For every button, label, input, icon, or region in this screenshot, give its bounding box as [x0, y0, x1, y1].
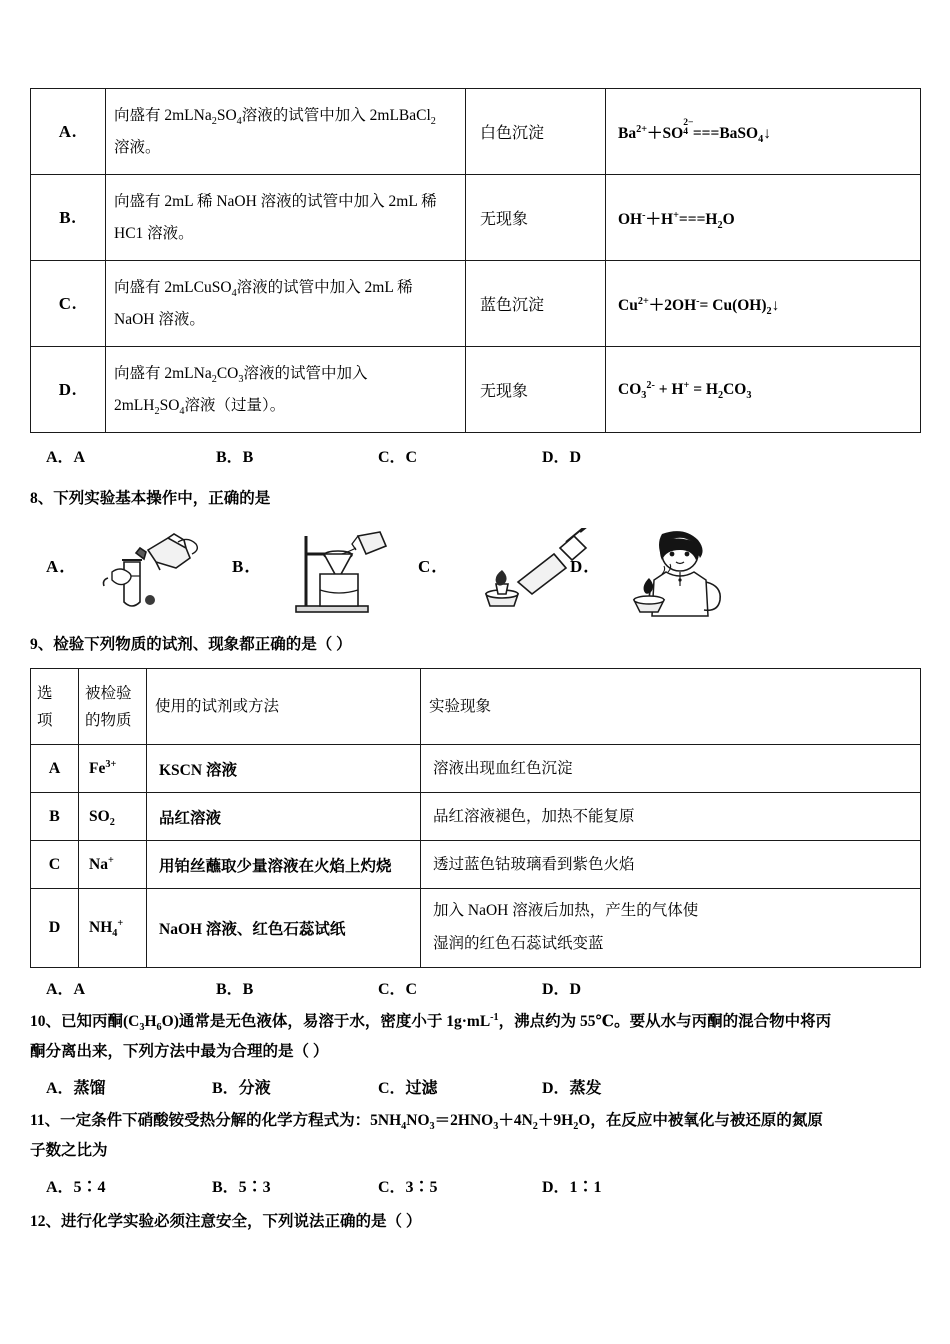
- row-operation: [106, 89, 466, 175]
- question-11-line-1: 11、一定条件下硝酸铵受热分解的化学方程式为：$5NH_4NO_3=2HNO_3+4N_2+9H_2O$，在反应中被氧化与被还原的氮原: [30, 1111, 823, 1133]
- row-operation: [106, 261, 466, 347]
- table-row: [31, 89, 921, 175]
- question-10-stem: [30, 1007, 920, 1067]
- operation-line-2: 溶液。: [114, 138, 161, 156]
- question-10-line-1: 10、已知丙酮$(C_3H_6O)$通常是无色液体，易溶于水，密度小于 $1g\cdot mL^{-1}$，沸点约为 55℃。要从水与丙酮的混合物中将丙: [30, 1011, 832, 1033]
- answer-option-d[interactable]: D．蒸发: [542, 1079, 602, 1097]
- question-11-line-2: 子数之比为: [30, 1142, 108, 1160]
- header-substance: [79, 669, 147, 745]
- answer-option-c[interactable]: C．3∶5: [378, 1179, 438, 1197]
- question-10-line-2: 酮分离出来，下列方法中最为合理的是（ ）: [30, 1042, 329, 1060]
- question-12-text: 、进行化学实验必须注意安全，下列说法正确的是（ ）: [45, 1213, 422, 1231]
- header-option: [31, 669, 79, 745]
- header-substance-line-2: 的物质: [85, 711, 132, 729]
- question-8-option-a[interactable]: [46, 528, 226, 620]
- observation-line-2: 湿润的红色石蕊试纸变蓝: [433, 934, 604, 952]
- row-substance: $Fe^{3+}$: [79, 745, 147, 793]
- answer-options-q7: [30, 444, 920, 466]
- row-reagent: 用铂丝蘸取少量溶液在火焰上灼烧: [147, 841, 421, 889]
- observation-line-1: 加入 NaOH 溶液后加热，产生的气体使: [433, 902, 699, 920]
- row-equation: $Cu^{2+}+2OH^-=$ $Cu(OH)_2↓$: [606, 261, 921, 347]
- answer-option-d[interactable]: D．D: [542, 449, 582, 466]
- row-substance: $SO_2$: [79, 793, 147, 841]
- question-12-stem: [30, 1207, 920, 1237]
- question-8-number: 8: [30, 490, 38, 507]
- operation-line-1: 向盛有 $2mLNa_2CO_3$溶液的试管中加入: [114, 364, 368, 385]
- answer-option-a[interactable]: A．A: [46, 980, 86, 998]
- page-content: [30, 88, 920, 1238]
- row-observation: [421, 889, 921, 967]
- table-row: [31, 175, 921, 261]
- question-12-number: 12: [30, 1213, 46, 1231]
- header-option-line-2: 项: [37, 711, 53, 729]
- row-substance: Na+: [79, 841, 147, 889]
- option-b-label: B．: [232, 557, 263, 577]
- option-a-label: A．: [46, 557, 78, 577]
- row-phenomenon: 无现象: [466, 347, 606, 433]
- question-8-stem: [30, 484, 920, 514]
- answer-options-q10: [30, 1075, 920, 1097]
- header-reagent: 使用的试剂或方法: [147, 669, 421, 745]
- answer-option-c[interactable]: C．C: [378, 980, 418, 998]
- table-row: [31, 261, 921, 347]
- row-code: B: [31, 793, 79, 841]
- question-8-option-b[interactable]: [232, 528, 412, 620]
- test-tube-pouring-icon: [90, 528, 210, 623]
- row-observation: 品红溶液褪色，加热不能复原: [421, 793, 921, 841]
- question-8-options: [30, 528, 920, 620]
- answer-option-a[interactable]: A．A: [46, 449, 86, 466]
- answer-option-a[interactable]: A．蒸馏: [46, 1079, 106, 1097]
- table-row: [31, 841, 921, 889]
- row-observation: 溶液出现血红色沉淀: [421, 745, 921, 793]
- row-reagent: NaOH 溶液、红色石蕊试纸: [147, 889, 421, 967]
- row-phenomenon: 白色沉淀: [466, 89, 606, 175]
- answer-option-b[interactable]: B．B: [216, 980, 254, 998]
- question-8-text: 、下列实验基本操作中，正确的是: [37, 490, 271, 507]
- student-smelling-icon: [614, 528, 744, 625]
- option-d-label: D．: [570, 557, 602, 577]
- answer-option-d[interactable]: D．D: [542, 980, 582, 998]
- row-reagent: KSCN 溶液: [147, 745, 421, 793]
- operation-line-2: HC1 溶液。: [114, 224, 194, 242]
- row-option-label: D.: [31, 347, 106, 433]
- answer-option-b[interactable]: B．分液: [212, 1079, 271, 1097]
- operation-line-1: 向盛有 $2mLNa_2SO_4$溶液的试管中加入 2mLBaCl$_2$: [114, 106, 436, 127]
- question-11-stem: [30, 1106, 920, 1166]
- reactions-table: [30, 88, 921, 433]
- header-observation: 实验现象: [421, 669, 921, 745]
- answer-option-d[interactable]: D．1∶1: [542, 1179, 602, 1197]
- row-code: A: [31, 745, 79, 793]
- question-9-stem: [30, 630, 920, 660]
- answer-option-c[interactable]: C．C: [378, 449, 418, 466]
- answer-option-b[interactable]: B．5∶3: [212, 1179, 271, 1197]
- answer-option-a[interactable]: A．5∶4: [46, 1179, 106, 1197]
- answer-option-b[interactable]: B．B: [216, 449, 254, 466]
- question-11-number: 11: [30, 1111, 45, 1129]
- question-10-number: 10: [30, 1012, 46, 1030]
- row-code: C: [31, 841, 79, 889]
- row-option-label: C.: [31, 261, 106, 347]
- question-8-option-d[interactable]: [570, 528, 760, 620]
- header-substance-line-1: 被检验: [85, 684, 132, 702]
- row-equation: $Ba^{2+}+SO$ 2− 4 ===BaSO$_4$↓: [606, 89, 921, 175]
- table-row: [31, 347, 921, 433]
- row-operation: [106, 347, 466, 433]
- row-equation: $OH^-+H^+===H_2O$: [606, 175, 921, 261]
- identification-table: [30, 668, 921, 967]
- row-option-label: B.: [31, 175, 106, 261]
- row-operation: [106, 175, 466, 261]
- row-observation: 透过蓝色钴玻璃看到紫色火焰: [421, 841, 921, 889]
- operation-line-1: 向盛有 2mLCuSO$_4$溶液的试管中加入 2mL 稀: [114, 278, 413, 299]
- operation-line-2: NaOH 溶液。: [114, 310, 205, 328]
- question-9-number: 9: [30, 636, 38, 654]
- row-code: D: [31, 889, 79, 967]
- table-row: [31, 793, 921, 841]
- option-c-label: C．: [418, 557, 450, 577]
- answer-options-q9: [30, 976, 920, 998]
- row-equation: $CO_3^{2-} + H^+ = H_2CO_3$: [606, 347, 921, 433]
- answer-options-q11: [30, 1174, 920, 1196]
- funnel-filtration-icon: [276, 528, 396, 623]
- row-phenomenon: 无现象: [466, 175, 606, 261]
- answer-option-c[interactable]: C．过滤: [378, 1079, 438, 1097]
- row-phenomenon: 蓝色沉淀: [466, 261, 606, 347]
- operation-line-2: $2mLH_2SO_4$溶液（过量）。: [114, 396, 286, 417]
- table-row: [31, 889, 921, 967]
- row-option-label: A.: [31, 89, 106, 175]
- row-reagent: 品红溶液: [147, 793, 421, 841]
- table-row: [31, 745, 921, 793]
- header-option-line-1: 选: [37, 684, 53, 702]
- table-header-row: [31, 669, 921, 745]
- row-substance: $NH_4^+$: [79, 889, 147, 967]
- question-9-text: 、检验下列物质的试剂、现象都正确的是（ ）: [37, 636, 352, 654]
- operation-line-1: 向盛有 2mL 稀 NaOH 溶液的试管中加入 2mL 稀: [114, 192, 437, 210]
